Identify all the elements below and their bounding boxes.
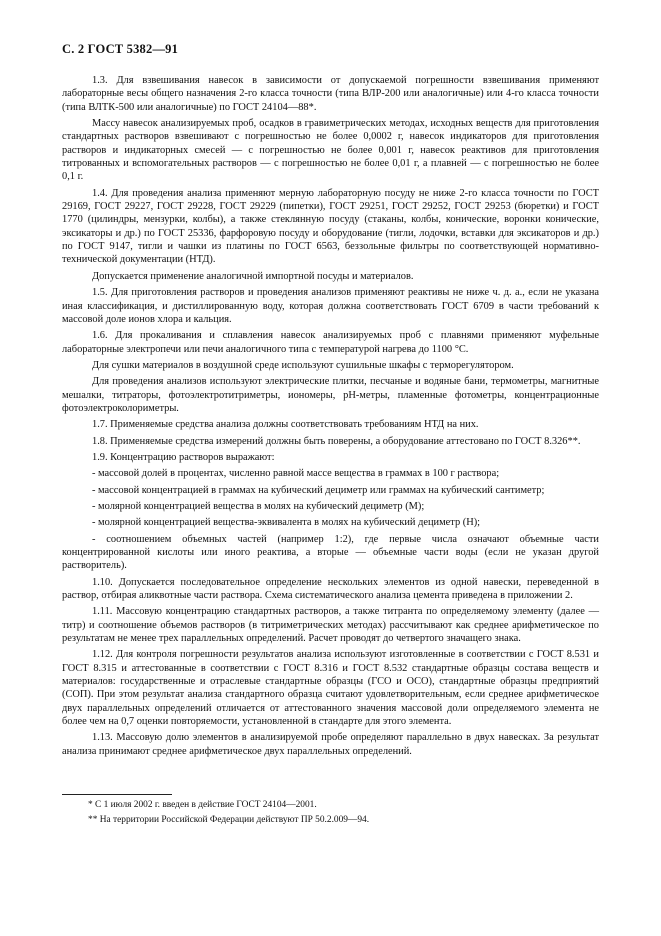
footnote-2: ** На территории Российской Федерации действуют ПР 50.2.009—94. bbox=[88, 814, 370, 825]
list-item-molar-concentration: - молярной концентрацией вещества в молях на кубический дециметр (М); bbox=[92, 500, 425, 512]
paragraph-1-6: 1.6. Для прокаливания и сплавления навесок анализируемых проб с плавнями применяют муфельные лабораторные электропечи или печи аналогичного типа с температурой нагрева до 1100 °С. bbox=[62, 330, 599, 355]
paragraph-1-8: 1.8. Применяемые средства измерений должны быть поверены, а оборудование аттестовано по ГОСТ 8.326**. bbox=[92, 435, 581, 447]
page-header: С. 2 ГОСТ 5382—91 bbox=[62, 42, 179, 56]
paragraph-1-10: 1.10. Допускается последовательное определение нескольких элементов из одной навески, переведенной в раствор, отбирая аликвотные части раствора. Схема систематического анализа цемента приведена в приложении 2. bbox=[62, 576, 599, 602]
paragraph-1-11: 1.11. Массовую концентрацию стандартных растворов, а также титранта по определяемому элементу (далее — титр) и соотношение объемов растворов (в титриметрических методах) рассчитывают как среднее арифметическое по результатам не менее трех параллельных определений. Расчет проводят до четвертого значащего знака. bbox=[62, 606, 599, 645]
paragraph-1-3: 1.3. Для взвешивания навесок в зависимости от допускаемой погрешности взвешивания применяют лабораторные весы общего назначения 2-го класса точности (типа ВЛР-200 или аналогичные) или 4-го класса точности (типа ВЛТК-500 или аналогичные) по ГОСТ 24104—88*. bbox=[62, 75, 599, 113]
paragraph-equipment: Для проведения анализов используют электрические плитки, песчаные и водяные бани, термометры, магнитные мешалки, титраторы, фотоэлектротитриметры, иономеры, рН-метры, пламенные фотометры, концентрационные фотоэлектроколориметры. bbox=[62, 376, 599, 414]
footnotes bbox=[62, 794, 599, 828]
paragraph-1-7: 1.7. Применяемые средства анализа должны соответствовать требованиям НТД на них. bbox=[92, 419, 479, 431]
body-text bbox=[62, 74, 599, 761]
paragraph-imported-glassware: Допускается применение аналогичной импортной посуды и материалов. bbox=[92, 270, 414, 282]
list-item-mass-fraction: - массовой долей в процентах, численно равной массе вещества в граммах в 100 г раствора; bbox=[92, 468, 500, 480]
list-item-equivalent-concentration: - молярной концентрацией вещества-эквивалента в молях на кубический дециметр (Н); bbox=[92, 517, 481, 529]
list-item-mass-concentration: - массовой концентрацией в граммах на кубический дециметр или граммах на кубический сантиметр; bbox=[92, 484, 545, 496]
paragraph-1-12: 1.12. Для контроля погрешности результатов анализа используют изготовленные в соответствии с ГОСТ 8.531 и ГОСТ 8.315 и аттестованные в соответствии с ГОСТ 8.316 и ГОСТ 8.532 стандартные образцы состава веществ и материалов: государственные и отраслевые стандартные образцы (ГСО и ОСО), стандартные образцы предприятий (СОП). При этом результат анализа стандартного образца считают удовлетворительным, если среднее арифметическое двух параллельных определений отличается от аттестованного значения массовой доли определяемого элемента не более чем на 0,7 оценки повторяемости, установленной в стандарте для этого элемента. bbox=[62, 649, 599, 728]
paragraph-1-9: 1.9. Концентрацию растворов выражают: bbox=[92, 451, 275, 463]
footnote-1: * С 1 июля 2002 г. введен в действие ГОСТ 24104—2001. bbox=[88, 800, 317, 810]
paragraph-drying: Для сушки материалов в воздушной среде используют сушильные шкафы с терморегулятором. bbox=[92, 359, 514, 371]
paragraph-1-13: 1.13. Массовую долю элементов в анализируемой пробе определяют параллельно в двух навесках. За результат анализа принимают среднее арифметическое двух параллельных определений. bbox=[62, 732, 599, 757]
paragraph-1-4: 1.4. Для проведения анализа применяют мерную лабораторную посуду не ниже 2-го класса точности по ГОСТ 29169, ГОСТ 29227, ГОСТ 29228, ГОСТ 29229 (пипетки), ГОСТ 29251, ГОСТ 29252, ГОСТ 29253 (бюретки) и ГОСТ 1770 (цилиндры, мензурки, колбы), а также стеклянную посуду (стаканы, колбы, конические, воронки конические, эксикаторы и др.) по ГОСТ 25336, фарфоровую посуду и оборудование (тигли, лодочки, вставки для эксикаторов и др.) по ГОСТ 9147, тигли и чашки из платины по ГОСТ 6563, беззольные фильтры по соответствующей нормативно-технической документации (НТД). bbox=[62, 187, 599, 266]
paragraph-sample-mass: Массу навесок анализируемых проб, осадков в гравиметрических методах, исходных веществ для приготовления стандартных растворов взвешивают с погрешностью не более 0,0002 г, навесок индикаторов для приготовления растворов и индикаторных смесей — с погрешностью не более 0,001 г, навесок реактивов для приготовления титрованных и вспомогательных растворов — с погрешностью не более 0,01 г, а плавней — с погрешностью не более 0,1 г. bbox=[62, 118, 599, 183]
list-item-volume-ratio: - соотношением объемных частей (например 1:2), где первые числа означают объемные части концентрированной кислоты или иного реактива, а вторые — объемные части воды (если не указан другой растворитель). bbox=[62, 533, 599, 572]
footnote-divider bbox=[62, 794, 172, 795]
paragraph-1-5: 1.5. Для приготовления растворов и проведения анализов применяют реактивы не ниже ч. д. а., если не указана иная классификация, и дистиллированную воду, которая должна соответствовать ГОСТ 6709 в части требований к массовой доле ионов хлора и кальция. bbox=[62, 287, 599, 325]
